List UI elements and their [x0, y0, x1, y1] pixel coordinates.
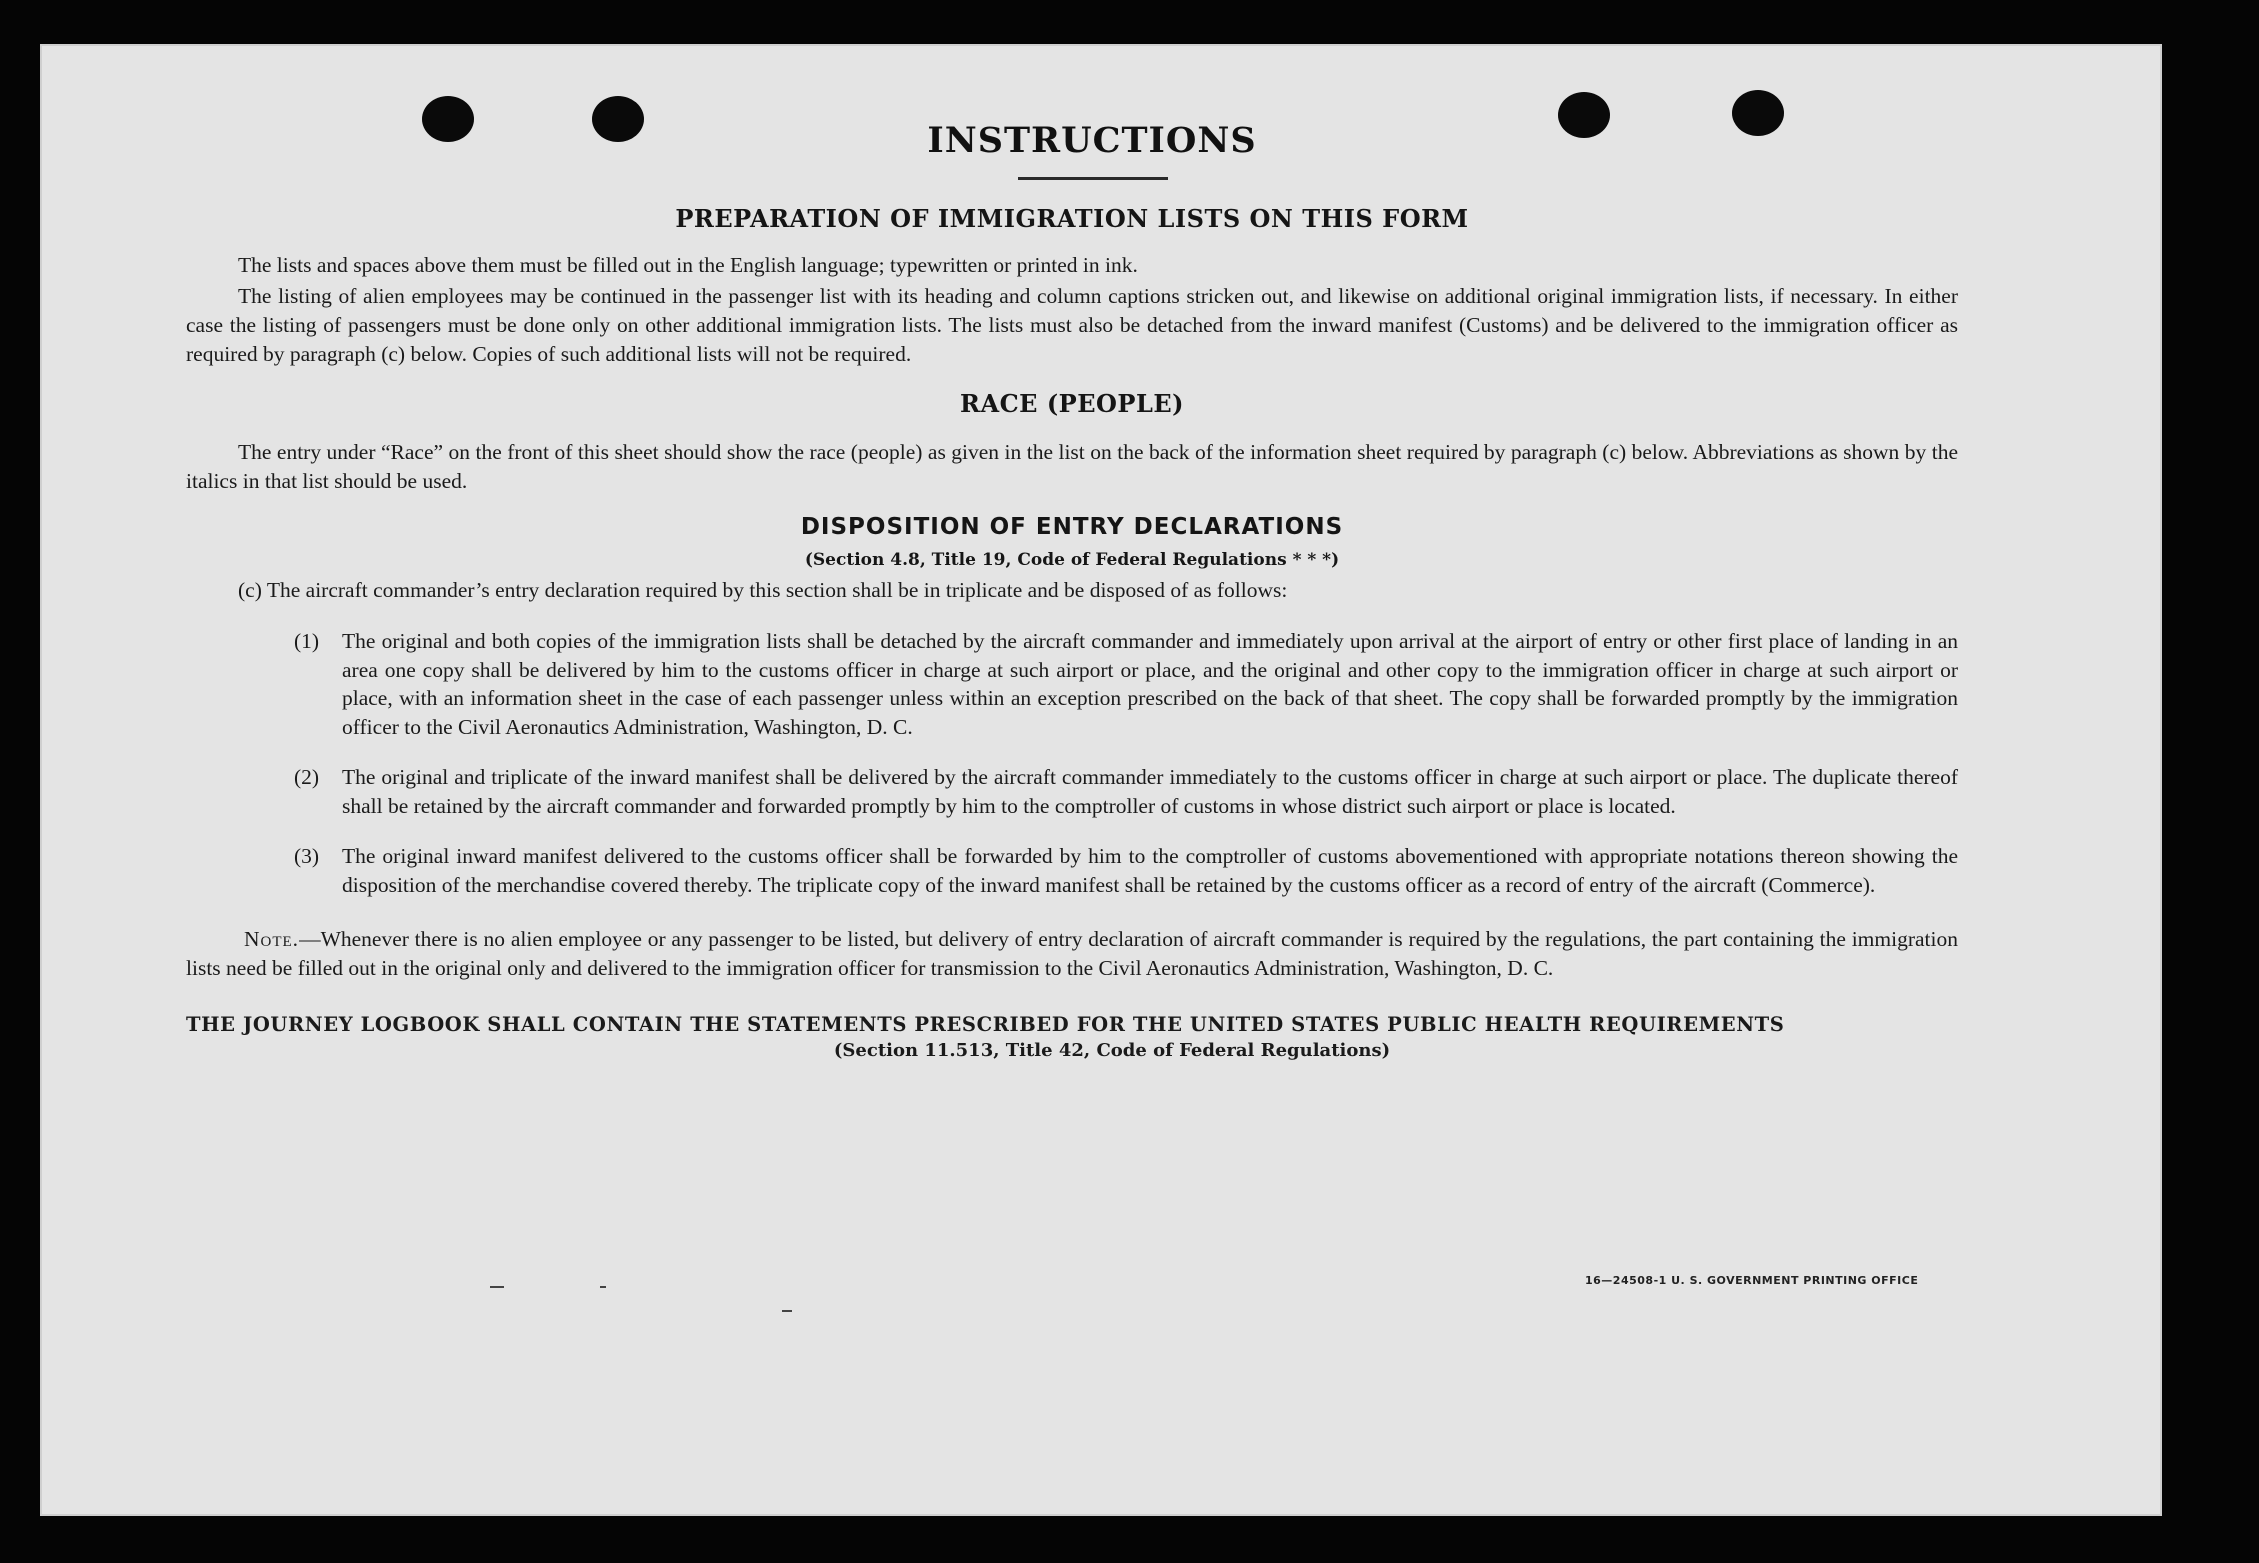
item-number: (2) [294, 765, 320, 789]
printing-office-code: 16—24508-1 U. S. GOVERNMENT PRINTING OFFICE [1585, 1274, 1919, 1287]
item-number: (3) [294, 844, 320, 868]
health-requirements-statement: THE JOURNEY LOGBOOK SHALL CONTAIN THE STATEMENTS PRESCRIBED FOR THE UNITED STATES PUBLIC HEALTH REQUIREMENTS [186, 1013, 1785, 1036]
print-mark [782, 1310, 792, 1312]
item-number: (1) [294, 629, 320, 653]
item-text: The original and triplicate of the inward manifest shall be delivered by the aircraft commander immediately to the customs officer in charge at such airport or place. The duplicate thereof shall be retained by the aircraft commander and forwarded promptly by him to the comptroller of customs in whose district such airport or place is located. [342, 765, 1958, 818]
preparation-paragraph-1: The lists and spaces above them must be filled out in the English language; typewritten or printed in ink. [238, 253, 1138, 277]
disposition-citation: (Section 4.8, Title 19, Code of Federal Regulations * * *) [804, 550, 1340, 570]
health-requirements-citation: (Section 11.513, Title 42, Code of Federal Regulations) [833, 1040, 1391, 1061]
note-paragraph [186, 925, 1958, 983]
race-paragraph: The entry under “Race” on the front of this sheet should show the race (people) as given in the list on the back of the information sheet required by paragraph (c) below. Abbreviations as shown by the italics in that list should be used. [186, 440, 1958, 493]
item-text: The original and both copies of the immigration lists shall be detached by the aircraft commander and immediately upon arrival at the airport of entry or other first place of landing in an area one copy shall be delivered by him to the customs officer in charge at such airport or place, and the original and other copy to the immigration officer in charge at such airport or place, with an information sheet in the case of each passenger unless within an exception prescribed on the back of that sheet. The copy shall be forwarded promptly by the immigration officer to the Civil Aeronautics Administration, Washington, D. C. [342, 629, 1958, 739]
preparation-heading: PREPARATION OF IMMIGRATION LISTS ON THIS FORM [675, 204, 1469, 233]
note-label: Note. [244, 927, 300, 951]
print-mark [600, 1286, 606, 1288]
disposition-item [186, 842, 1958, 899]
race-heading: RACE (PEOPLE) [960, 389, 1184, 418]
disposition-item [186, 627, 1958, 741]
disposition-item [186, 763, 1958, 820]
item-text: The original inward manifest delivered to the customs officer shall be forwarded by him to the comptroller of customs abovementioned with appropriate notations thereon showing the disposition of the merchandise covered thereby. The triplicate copy of the inward manifest shall be retained by the customs officer as a record of entry of the aircraft (Commerce). [342, 844, 1958, 897]
page-title: INSTRUCTIONS [927, 120, 1257, 161]
preparation-paragraph-2: The listing of alien employees may be continued in the passenger list with its heading and column captions stricken out, and likewise on additional original immigration lists, if necessary. In either case the listing of passengers must be done only on other additional immigration lists. The lists must also be detached from the inward manifest (Customs) and be delivered to the immigration officer as required by paragraph (c) below. Copies of such additional lists will not be required. [186, 284, 1958, 366]
instructions-body [186, 120, 1958, 1061]
disposition-heading: DISPOSITION OF ENTRY DECLARATIONS [800, 514, 1344, 540]
disposition-intro: (c) The aircraft commander’s entry declaration required by this section shall be in triplicate and be disposed of as follows: [238, 578, 1288, 602]
note-text: —Whenever there is no alien employee or any passenger to be listed, but delivery of entry declaration of aircraft commander is required by the regulations, the part containing the immigration lists need be filled out in the original only and delivered to the immigration officer for transmission to the Civil Aeronautics Administration, Washington, D. C. [186, 927, 1958, 980]
print-mark [490, 1286, 504, 1288]
title-underline [1018, 177, 1168, 180]
